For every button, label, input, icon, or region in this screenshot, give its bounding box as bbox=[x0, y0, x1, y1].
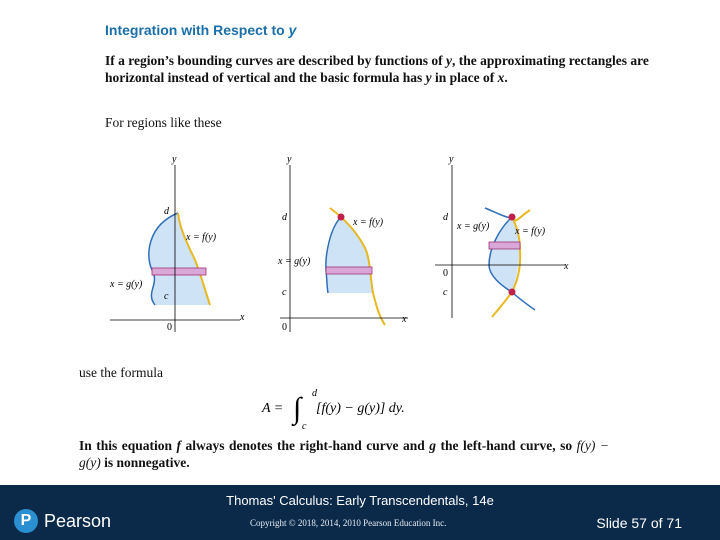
fig3-g-label: x = g(y) bbox=[457, 221, 490, 232]
fig2-f-label: x = f(y) bbox=[353, 217, 384, 228]
course-title: Thomas' Calculus: Early Transcendentals, 14e bbox=[226, 493, 494, 508]
fig2-y-axis-label: y bbox=[287, 154, 292, 165]
fig3-strip bbox=[489, 242, 520, 249]
fig1-d-label: d bbox=[164, 206, 169, 217]
fig1-x-axis-label: x bbox=[240, 312, 245, 323]
fig2-x-axis-label: x bbox=[402, 314, 407, 325]
formula-lower-limit: c bbox=[302, 421, 307, 432]
formula-integrand: [f(y) − g(y)] dy. bbox=[316, 401, 405, 416]
fig3-y-axis-label: y bbox=[449, 154, 454, 165]
fig2-strip bbox=[326, 267, 372, 274]
copyright-text: Copyright © 2018, 2014, 2010 Pearson Education Inc. bbox=[250, 518, 447, 528]
fig1-y-axis-label: y bbox=[172, 154, 177, 165]
fig3-d-label: d bbox=[443, 212, 448, 223]
fig3-f-label: x = f(y) bbox=[515, 226, 546, 237]
region-figures bbox=[100, 150, 600, 350]
intro-paragraph: If a region’s bounding curves are described by functions of y, the approximating rectangles are horizontal instead of vertical and the basic formula has y in place of x. bbox=[105, 53, 649, 85]
footer-bar bbox=[0, 485, 720, 540]
figure-1 bbox=[109, 154, 245, 333]
formula-lhs: A = bbox=[262, 401, 284, 416]
pearson-wordmark: Pearson bbox=[44, 510, 112, 531]
fig1-origin-label: 0 bbox=[167, 322, 172, 333]
fig2-d-label: d bbox=[282, 212, 287, 223]
regions-caption: For regions like these bbox=[105, 115, 222, 130]
fig2-c-label: c bbox=[282, 287, 287, 298]
slide-title: Integration with Respect to y bbox=[105, 22, 297, 38]
figure-3 bbox=[435, 154, 569, 318]
fig1-c-label: c bbox=[164, 291, 169, 302]
fig2-origin-label: 0 bbox=[282, 322, 287, 333]
integral-sign: ∫ bbox=[293, 392, 302, 425]
fig3-origin-label: 0 bbox=[443, 268, 448, 279]
figure-2 bbox=[277, 154, 408, 333]
slide-number: Slide 57 of 71 bbox=[596, 515, 682, 531]
area-formula bbox=[260, 385, 460, 435]
fig1-g-label: x = g(y) bbox=[110, 279, 143, 290]
fig3-x-axis-label: x bbox=[564, 261, 569, 272]
pearson-logo bbox=[14, 509, 111, 533]
pearson-logo-icon: P bbox=[14, 509, 38, 533]
formula-upper-limit: d bbox=[312, 388, 317, 399]
equation-explanation: In this equation f always denotes the right-hand curve and g the left-hand curve, so f(y) − g(y) is nonnegative. bbox=[79, 438, 609, 470]
fig1-strip bbox=[152, 268, 206, 275]
use-formula-caption: use the formula bbox=[79, 365, 163, 380]
fig2-g-label: x = g(y) bbox=[278, 256, 311, 267]
fig3-c-label: c bbox=[443, 287, 448, 298]
fig1-f-label: x = f(y) bbox=[186, 232, 217, 243]
